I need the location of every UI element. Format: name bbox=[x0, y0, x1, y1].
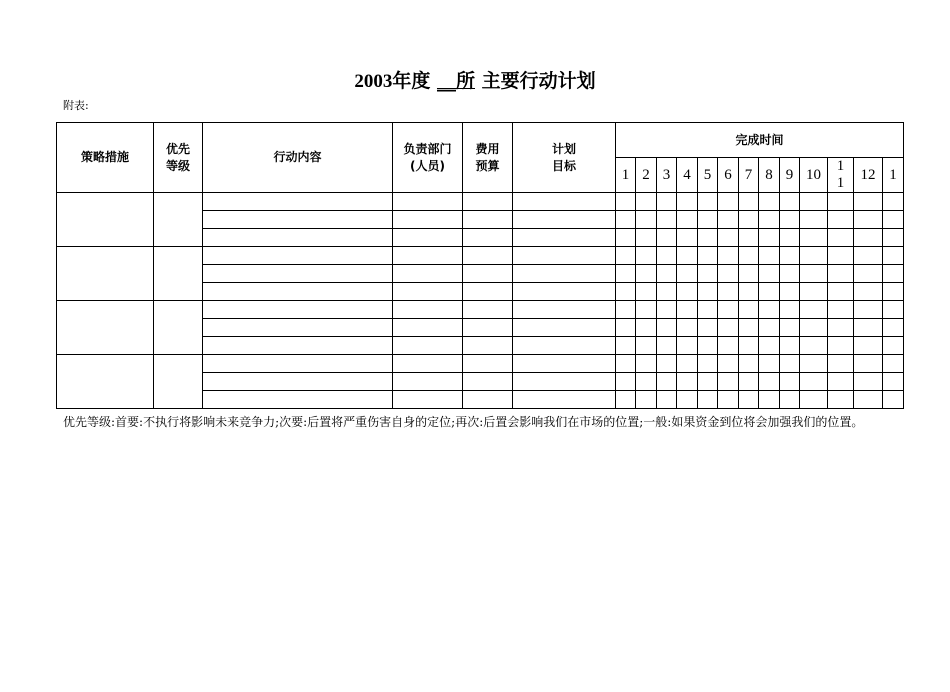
month-cell bbox=[883, 319, 904, 337]
month-cell bbox=[636, 229, 657, 247]
month-cell bbox=[657, 193, 677, 211]
month-header: 2 bbox=[636, 158, 657, 193]
month-cell bbox=[883, 283, 904, 301]
budget-cell bbox=[463, 355, 513, 373]
budget-cell bbox=[463, 337, 513, 355]
month-cell bbox=[739, 229, 759, 247]
month-cell bbox=[677, 247, 698, 265]
month-cell bbox=[780, 301, 800, 319]
month-cell bbox=[800, 391, 828, 409]
month-cell bbox=[677, 193, 698, 211]
header-completion-time: 完成时间 bbox=[616, 123, 904, 158]
month-cell bbox=[800, 229, 828, 247]
month-cell bbox=[657, 247, 677, 265]
month-cell bbox=[854, 283, 883, 301]
month-cell bbox=[780, 247, 800, 265]
budget-cell bbox=[463, 265, 513, 283]
month-cell bbox=[616, 373, 636, 391]
month-cell bbox=[718, 265, 739, 283]
header-owner: 负责部门 (人员) bbox=[393, 123, 463, 193]
month-cell bbox=[718, 355, 739, 373]
header-priority: 优先 等级 bbox=[154, 123, 203, 193]
month-cell bbox=[636, 211, 657, 229]
action-cell bbox=[203, 337, 393, 355]
goal-cell bbox=[513, 391, 616, 409]
month-cell bbox=[828, 193, 854, 211]
month-header: 10 bbox=[800, 158, 828, 193]
month-cell bbox=[828, 373, 854, 391]
priority-cell bbox=[154, 355, 203, 409]
month-cell bbox=[739, 391, 759, 409]
owner-cell bbox=[393, 193, 463, 211]
action-cell bbox=[203, 247, 393, 265]
month-cell bbox=[616, 391, 636, 409]
goal-cell bbox=[513, 301, 616, 319]
strategy-cell bbox=[57, 355, 154, 409]
month-cell bbox=[616, 355, 636, 373]
month-cell bbox=[780, 373, 800, 391]
month-cell bbox=[739, 247, 759, 265]
action-cell bbox=[203, 193, 393, 211]
action-cell bbox=[203, 211, 393, 229]
month-cell bbox=[718, 337, 739, 355]
attachment-label: 附表: bbox=[63, 99, 89, 112]
month-cell bbox=[677, 337, 698, 355]
month-cell bbox=[636, 355, 657, 373]
month-cell bbox=[739, 283, 759, 301]
title-blank: __所 bbox=[436, 70, 475, 92]
month-cell bbox=[854, 229, 883, 247]
month-cell bbox=[883, 265, 904, 283]
strategy-cell bbox=[57, 247, 154, 301]
month-cell bbox=[677, 229, 698, 247]
month-cell bbox=[657, 229, 677, 247]
month-cell bbox=[739, 265, 759, 283]
document-title bbox=[0, 66, 950, 93]
plan-body bbox=[57, 193, 904, 409]
month-cell bbox=[677, 211, 698, 229]
priority-footnote: 优先等级:首要:不执行将影响未来竞争力;次要:后置将严重伤害自身的定位;再次:后置会影响我们在市场的位置;一般:如果资金到位将会加强我们的位置。 bbox=[63, 415, 864, 429]
budget-cell bbox=[463, 193, 513, 211]
month-cell bbox=[759, 355, 780, 373]
budget-cell bbox=[463, 391, 513, 409]
header-goal: 计划 目标 bbox=[513, 123, 616, 193]
budget-cell bbox=[463, 283, 513, 301]
month-cell bbox=[800, 211, 828, 229]
month-header: 1 bbox=[883, 158, 904, 193]
month-cell bbox=[636, 391, 657, 409]
month-cell bbox=[739, 355, 759, 373]
month-cell bbox=[854, 211, 883, 229]
budget-cell bbox=[463, 373, 513, 391]
action-cell bbox=[203, 355, 393, 373]
month-cell bbox=[739, 193, 759, 211]
action-cell bbox=[203, 283, 393, 301]
month-cell bbox=[800, 301, 828, 319]
action-cell bbox=[203, 229, 393, 247]
month-cell bbox=[677, 373, 698, 391]
month-cell bbox=[854, 319, 883, 337]
month-cell bbox=[854, 355, 883, 373]
month-cell bbox=[828, 319, 854, 337]
strategy-cell bbox=[57, 301, 154, 355]
month-cell bbox=[636, 337, 657, 355]
goal-cell bbox=[513, 373, 616, 391]
goal-cell bbox=[513, 229, 616, 247]
month-cell bbox=[636, 373, 657, 391]
month-cell bbox=[883, 247, 904, 265]
month-cell bbox=[739, 301, 759, 319]
month-cell bbox=[657, 373, 677, 391]
header-budget: 费用 预算 bbox=[463, 123, 513, 193]
month-cell bbox=[718, 301, 739, 319]
month-cell bbox=[677, 355, 698, 373]
month-cell bbox=[854, 337, 883, 355]
month-cell bbox=[698, 229, 718, 247]
month-cell bbox=[718, 193, 739, 211]
month-cell bbox=[718, 283, 739, 301]
goal-cell bbox=[513, 265, 616, 283]
month-cell bbox=[780, 337, 800, 355]
owner-cell bbox=[393, 319, 463, 337]
month-cell bbox=[800, 373, 828, 391]
month-cell bbox=[657, 391, 677, 409]
month-cell bbox=[698, 247, 718, 265]
goal-cell bbox=[513, 283, 616, 301]
month-cell bbox=[616, 229, 636, 247]
month-cell bbox=[780, 211, 800, 229]
month-cell bbox=[718, 247, 739, 265]
month-cell bbox=[883, 373, 904, 391]
month-header: 1 1 bbox=[828, 158, 854, 193]
month-header: 7 bbox=[739, 158, 759, 193]
goal-cell bbox=[513, 211, 616, 229]
table-row bbox=[57, 301, 904, 319]
month-cell bbox=[698, 211, 718, 229]
month-cell bbox=[883, 193, 904, 211]
action-cell bbox=[203, 265, 393, 283]
month-cell bbox=[780, 193, 800, 211]
month-cell bbox=[677, 265, 698, 283]
month-cell bbox=[780, 391, 800, 409]
action-cell bbox=[203, 319, 393, 337]
owner-cell bbox=[393, 229, 463, 247]
month-header: 6 bbox=[718, 158, 739, 193]
month-cell bbox=[828, 229, 854, 247]
month-cell bbox=[616, 193, 636, 211]
owner-cell bbox=[393, 373, 463, 391]
action-plan-table bbox=[56, 122, 904, 409]
month-cell bbox=[636, 301, 657, 319]
month-cell bbox=[739, 211, 759, 229]
goal-cell bbox=[513, 247, 616, 265]
month-cell bbox=[759, 301, 780, 319]
month-cell bbox=[718, 373, 739, 391]
owner-cell bbox=[393, 283, 463, 301]
month-cell bbox=[657, 283, 677, 301]
goal-cell bbox=[513, 193, 616, 211]
budget-cell bbox=[463, 247, 513, 265]
month-cell bbox=[828, 337, 854, 355]
goal-cell bbox=[513, 337, 616, 355]
month-cell bbox=[883, 337, 904, 355]
action-cell bbox=[203, 373, 393, 391]
month-cell bbox=[828, 283, 854, 301]
month-cell bbox=[883, 229, 904, 247]
table-row bbox=[57, 355, 904, 373]
month-cell bbox=[780, 265, 800, 283]
month-cell bbox=[677, 319, 698, 337]
month-cell bbox=[800, 265, 828, 283]
month-cell bbox=[698, 319, 718, 337]
month-cell bbox=[828, 301, 854, 319]
month-cell bbox=[636, 319, 657, 337]
title-year: 2003 bbox=[354, 71, 393, 92]
owner-cell bbox=[393, 337, 463, 355]
priority-cell bbox=[154, 193, 203, 247]
header-strategy: 策略措施 bbox=[57, 123, 154, 193]
month-cell bbox=[780, 355, 800, 373]
strategy-cell bbox=[57, 193, 154, 247]
table-row bbox=[57, 247, 904, 265]
month-cell bbox=[828, 247, 854, 265]
priority-cell bbox=[154, 247, 203, 301]
month-cell bbox=[657, 319, 677, 337]
month-cell bbox=[759, 229, 780, 247]
owner-cell bbox=[393, 391, 463, 409]
month-cell bbox=[854, 391, 883, 409]
month-cell bbox=[759, 391, 780, 409]
month-cell bbox=[698, 355, 718, 373]
month-cell bbox=[883, 391, 904, 409]
month-cell bbox=[616, 319, 636, 337]
month-cell bbox=[854, 247, 883, 265]
month-cell bbox=[636, 283, 657, 301]
month-cell bbox=[698, 193, 718, 211]
owner-cell bbox=[393, 355, 463, 373]
month-cell bbox=[616, 337, 636, 355]
budget-cell bbox=[463, 319, 513, 337]
month-cell bbox=[657, 337, 677, 355]
month-cell bbox=[800, 283, 828, 301]
month-cell bbox=[800, 319, 828, 337]
month-cell bbox=[657, 211, 677, 229]
month-cell bbox=[759, 265, 780, 283]
action-cell bbox=[203, 301, 393, 319]
month-cell bbox=[636, 193, 657, 211]
month-cell bbox=[854, 301, 883, 319]
month-header: 3 bbox=[657, 158, 677, 193]
month-cell bbox=[739, 373, 759, 391]
owner-cell bbox=[393, 211, 463, 229]
month-cell bbox=[854, 373, 883, 391]
table-row bbox=[57, 193, 904, 211]
month-cell bbox=[657, 265, 677, 283]
month-cell bbox=[780, 229, 800, 247]
month-cell bbox=[800, 247, 828, 265]
month-cell bbox=[698, 283, 718, 301]
month-cell bbox=[739, 319, 759, 337]
month-cell bbox=[854, 193, 883, 211]
month-header: 4 bbox=[677, 158, 698, 193]
month-cell bbox=[759, 283, 780, 301]
month-cell bbox=[636, 247, 657, 265]
goal-cell bbox=[513, 319, 616, 337]
month-cell bbox=[698, 391, 718, 409]
month-cell bbox=[759, 211, 780, 229]
month-cell bbox=[718, 229, 739, 247]
month-cell bbox=[759, 373, 780, 391]
priority-cell bbox=[154, 301, 203, 355]
month-header: 5 bbox=[698, 158, 718, 193]
month-cell bbox=[780, 319, 800, 337]
month-cell bbox=[828, 391, 854, 409]
action-cell bbox=[203, 391, 393, 409]
month-cell bbox=[657, 355, 677, 373]
month-cell bbox=[883, 211, 904, 229]
month-cell bbox=[828, 355, 854, 373]
month-cell bbox=[800, 337, 828, 355]
month-cell bbox=[739, 337, 759, 355]
month-cell bbox=[657, 301, 677, 319]
month-cell bbox=[616, 301, 636, 319]
month-cell bbox=[883, 301, 904, 319]
budget-cell bbox=[463, 211, 513, 229]
month-header: 12 bbox=[854, 158, 883, 193]
month-header: 8 bbox=[759, 158, 780, 193]
month-cell bbox=[616, 211, 636, 229]
month-cell bbox=[698, 337, 718, 355]
title-suffix: 主要行动计划 bbox=[481, 70, 596, 92]
month-cell bbox=[677, 283, 698, 301]
header-action: 行动内容 bbox=[203, 123, 393, 193]
month-cell bbox=[677, 391, 698, 409]
month-cell bbox=[854, 265, 883, 283]
month-cell bbox=[883, 355, 904, 373]
month-cell bbox=[828, 211, 854, 229]
month-cell bbox=[616, 283, 636, 301]
month-cell bbox=[698, 301, 718, 319]
month-cell bbox=[759, 193, 780, 211]
title-prefix: 年度 bbox=[392, 70, 431, 92]
owner-cell bbox=[393, 265, 463, 283]
month-cell bbox=[636, 265, 657, 283]
month-header: 1 bbox=[616, 158, 636, 193]
month-cell bbox=[616, 247, 636, 265]
month-cell bbox=[800, 193, 828, 211]
month-cell bbox=[718, 211, 739, 229]
budget-cell bbox=[463, 229, 513, 247]
month-cell bbox=[780, 283, 800, 301]
month-header: 9 bbox=[780, 158, 800, 193]
month-cell bbox=[698, 265, 718, 283]
month-cell bbox=[759, 319, 780, 337]
month-cell bbox=[759, 337, 780, 355]
month-cell bbox=[718, 319, 739, 337]
owner-cell bbox=[393, 301, 463, 319]
budget-cell bbox=[463, 301, 513, 319]
goal-cell bbox=[513, 355, 616, 373]
month-cell bbox=[677, 301, 698, 319]
month-cell bbox=[828, 265, 854, 283]
month-cell bbox=[759, 247, 780, 265]
month-cell bbox=[718, 391, 739, 409]
owner-cell bbox=[393, 247, 463, 265]
month-cell bbox=[800, 355, 828, 373]
month-cell bbox=[698, 373, 718, 391]
month-cell bbox=[616, 265, 636, 283]
